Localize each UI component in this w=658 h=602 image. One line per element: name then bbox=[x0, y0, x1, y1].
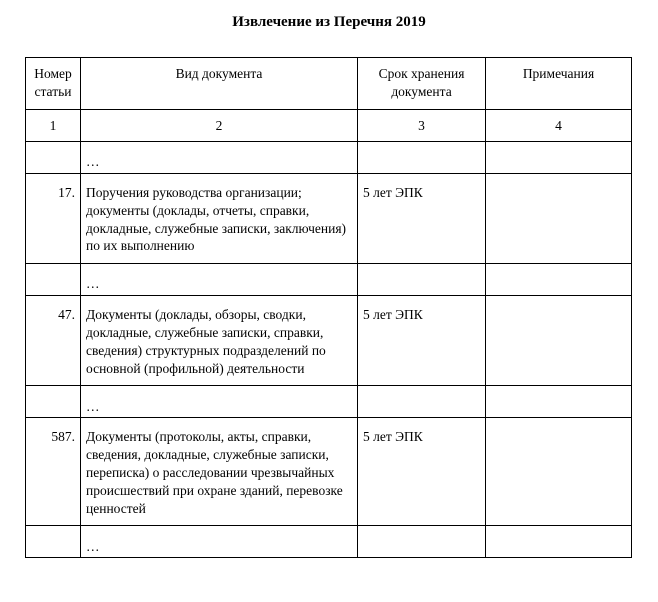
ellipsis-row bbox=[26, 386, 632, 418]
column-number: 4 bbox=[486, 110, 632, 142]
empty-cell bbox=[486, 142, 632, 174]
empty-cell bbox=[26, 526, 81, 558]
header-notes: Примечания bbox=[486, 58, 632, 110]
ellipsis-row bbox=[26, 142, 632, 174]
empty-cell bbox=[26, 386, 81, 418]
article-number: 587. bbox=[26, 418, 81, 526]
retention-period: 5 лет ЭПК bbox=[358, 296, 486, 386]
notes-cell bbox=[486, 174, 632, 264]
column-number: 1 bbox=[26, 110, 81, 142]
retention-period: 5 лет ЭПК bbox=[358, 174, 486, 264]
empty-cell bbox=[358, 386, 486, 418]
empty-cell bbox=[486, 526, 632, 558]
column-number: 3 bbox=[358, 110, 486, 142]
column-number-row bbox=[26, 110, 632, 142]
document-type: Документы (протоколы, акты, справки, сведения, докладные, служебные записки, переписка) о расследовании чрезвычайных происшествий при охране зданий, перевозке ценностей bbox=[81, 418, 358, 526]
empty-cell bbox=[358, 526, 486, 558]
document-type: Поручения руководства организации; документы (доклады, отчеты, справки, докладные, служебные записки, заключения) по их выполнению bbox=[81, 174, 358, 264]
ellipsis-text: … bbox=[81, 142, 358, 174]
empty-cell bbox=[26, 142, 81, 174]
notes-cell bbox=[486, 418, 632, 526]
ellipsis-text: … bbox=[81, 526, 358, 558]
empty-cell bbox=[26, 264, 81, 296]
table-row bbox=[26, 296, 632, 386]
table-header-row bbox=[26, 58, 632, 110]
document-title: Извлечение из Перечня 2019 bbox=[232, 14, 426, 30]
ellipsis-row bbox=[26, 526, 632, 558]
table-row bbox=[26, 418, 632, 526]
article-number: 47. bbox=[26, 296, 81, 386]
table-row bbox=[26, 174, 632, 264]
header-document-type: Вид документа bbox=[81, 58, 358, 110]
document-table bbox=[25, 57, 632, 558]
column-number: 2 bbox=[81, 110, 358, 142]
ellipsis-text: … bbox=[81, 386, 358, 418]
header-article-number: Номер статьи bbox=[26, 58, 81, 110]
empty-cell bbox=[486, 386, 632, 418]
document-type: Документы (доклады, обзоры, сводки, докладные, служебные записки, справки, сведения) структурных подразделений по основной (профильной) деятельности bbox=[81, 296, 358, 386]
header-retention-period: Срок хранения документа bbox=[358, 58, 486, 110]
retention-period: 5 лет ЭПК bbox=[358, 418, 486, 526]
empty-cell bbox=[358, 142, 486, 174]
notes-cell bbox=[486, 296, 632, 386]
ellipsis-row bbox=[26, 264, 632, 296]
empty-cell bbox=[486, 264, 632, 296]
article-number: 17. bbox=[26, 174, 81, 264]
empty-cell bbox=[358, 264, 486, 296]
ellipsis-text: … bbox=[81, 264, 358, 296]
